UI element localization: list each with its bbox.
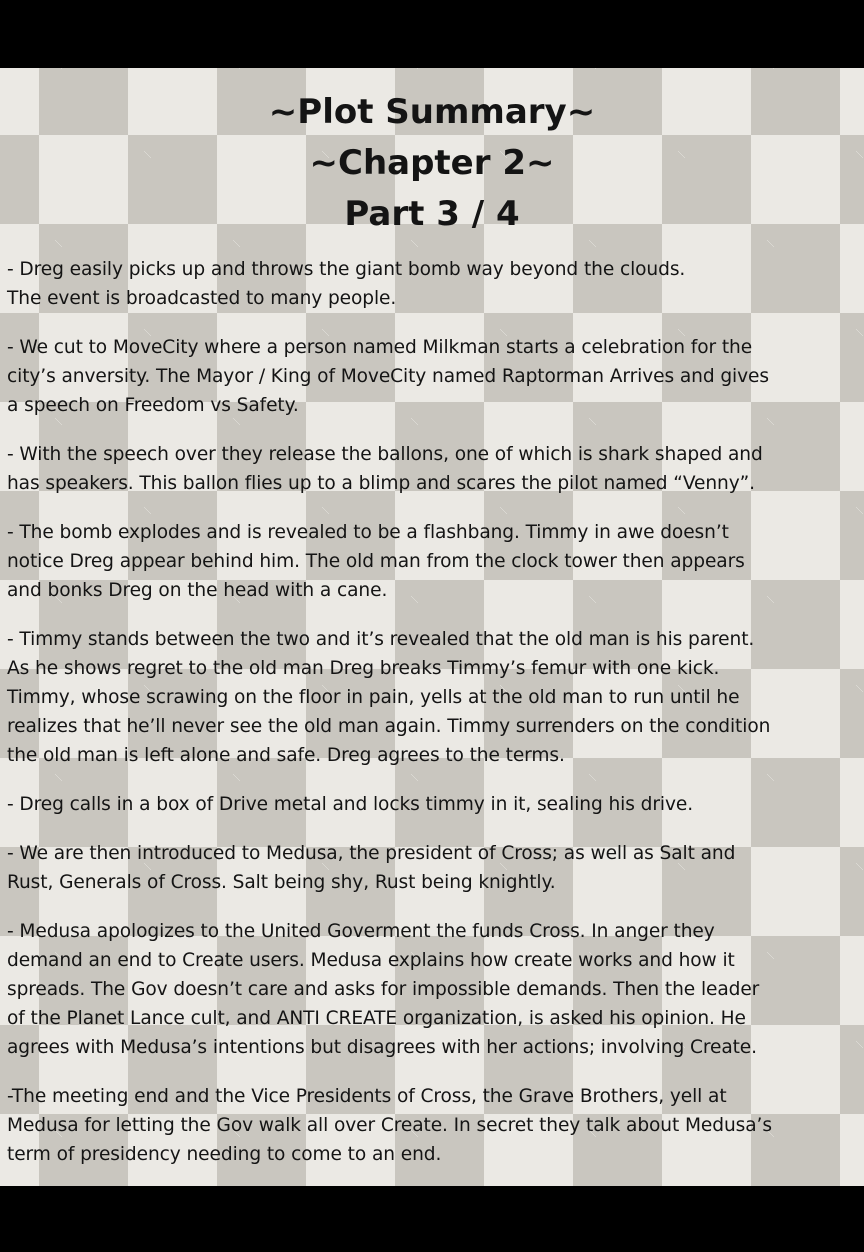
summary-paragraph: - The bomb explodes and is revealed to be a flashbang. Timmy in awe doesn’t notice Dreg appear behind him. The old man from the clock tower then appears and bonks Dreg on the head with a cane. xyxy=(7,522,745,601)
summary-paragraph: - Timmy stands between the two and it’s revealed that the old man is his parent. As he shows regret to the old man Dreg breaks Timmy’s femur with one kick. Timmy, whose scrawing on the floor in pain, yells at the old man to run until he realizes that he’ll never see the old man again. Timmy surrenders on the condition the old man is left alone and safe. Dreg agrees to the terms. xyxy=(7,629,771,766)
summary-paragraph: - We are then introduced to Medusa, the president of Cross; as well as Salt and Rust, Generals of Cross. Salt being shy, Rust being knightly. xyxy=(7,843,736,893)
summary-paragraph: - With the speech over they release the ballons, one of which is shark shaped and has speakers. This ballon flies up to a blimp and scares the pilot named “Venny”. xyxy=(7,444,763,494)
title-plot-summary: ~Plot Summary~ xyxy=(268,92,596,132)
summary-body xyxy=(7,255,857,1186)
title-block xyxy=(0,87,864,240)
summary-paragraph: -The meeting end and the Vice Presidents of Cross, the Grave Brothers, yell at Medusa for letting the Gov walk all over Create. In secret they talk about Medusa’s term of presidency needing to come to an end. xyxy=(7,1086,772,1165)
title-chapter: ~Chapter 2~ xyxy=(309,143,555,183)
summary-paragraph: - Dreg calls in a box of Drive metal and locks timmy in it, sealing his drive. xyxy=(7,794,694,815)
title-part: Part 3 / 4 xyxy=(344,194,520,234)
summary-paragraph: - We cut to MoveCity where a person named Milkman starts a celebration for the city’s anversity. The Mayor / King of MoveCity named Raptorman Arrives and gives a speech on Freedom vs Safety. xyxy=(7,337,769,416)
checkered-panel xyxy=(0,68,864,1186)
summary-paragraph: - Dreg easily picks up and throws the giant bomb way beyond the clouds. The event is broadcasted to many people. xyxy=(7,259,686,309)
summary-paragraph: - Medusa apologizes to the United Goverment the funds Cross. In anger they demand an end to Create users. Medusa explains how create works and how it spreads. The Gov doesn’t care and asks for impossible demands. Then the leader of the Planet Lance cult, and ANTI CREATE organization, is asked his opinion. He agrees with Medusa’s intentions but disagrees with her actions; involving Create. xyxy=(7,921,760,1058)
